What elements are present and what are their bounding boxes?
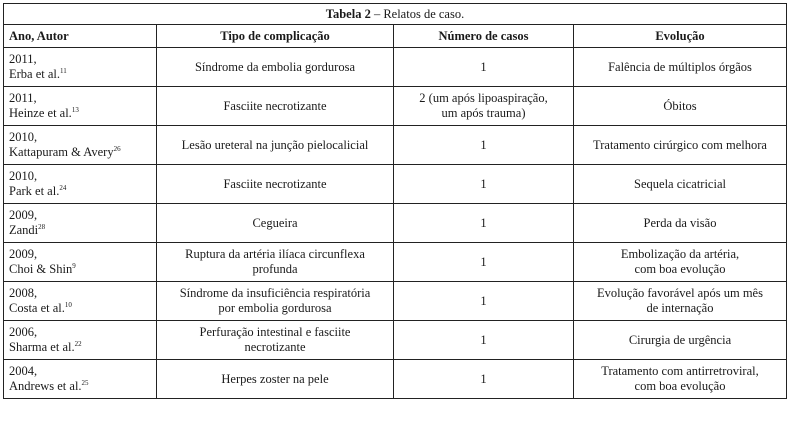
caption-title: Relatos de caso. xyxy=(383,6,465,21)
evolution-line: Sequela cicatricial xyxy=(634,176,726,191)
header-row xyxy=(4,25,787,48)
author-cell xyxy=(4,87,157,126)
cases-cell xyxy=(394,282,574,321)
reference-number: 22 xyxy=(74,339,82,348)
complication-line: Herpes zoster na pele xyxy=(221,371,329,386)
complication-line: Síndrome da insuficiência respiratória xyxy=(179,286,371,300)
cases-line: 1 xyxy=(480,332,487,347)
author-cell xyxy=(4,204,157,243)
complication-line: Cegueira xyxy=(252,215,298,230)
author-name: Sharma et al. xyxy=(9,340,75,354)
complication-line: Ruptura da artéria ilíaca circunflexa xyxy=(185,247,365,261)
cases-line: 1 xyxy=(480,137,487,152)
report-year: 2008, xyxy=(9,286,38,300)
cases-line: 1 xyxy=(480,176,487,191)
complication-line: Síndrome da embolia gordurosa xyxy=(194,59,356,74)
table-row xyxy=(4,360,787,399)
evolution-cell xyxy=(574,321,787,360)
table-row xyxy=(4,165,787,204)
cases-cell xyxy=(394,48,574,87)
author-name: Kattapuram & Avery xyxy=(9,145,114,159)
complication-cell xyxy=(157,282,394,321)
table-body xyxy=(4,48,787,399)
cases-cell xyxy=(394,165,574,204)
author-line xyxy=(9,145,151,160)
evolution-cell xyxy=(574,360,787,399)
complication-line: Fasciite necrotizante xyxy=(223,176,327,191)
caption-dash: – xyxy=(370,6,384,21)
report-year: 2011, xyxy=(9,91,37,105)
evolution-cell xyxy=(574,126,787,165)
evolution-cell xyxy=(574,165,787,204)
evolution-line: Evolução favorável após um mês xyxy=(597,286,763,300)
evolution-line: Tratamento com antirretroviral, xyxy=(601,364,759,378)
reference-number: 10 xyxy=(64,300,72,309)
author-cell xyxy=(4,48,157,87)
complication-cell xyxy=(157,87,394,126)
table-row xyxy=(4,282,787,321)
cases-cell xyxy=(394,126,574,165)
complication-line: profunda xyxy=(252,262,298,276)
author-line xyxy=(9,340,151,355)
author-line xyxy=(9,106,151,121)
evolution-cell xyxy=(574,87,787,126)
evolution-line: Tratamento cirúrgico com melhora xyxy=(593,137,767,152)
author-cell xyxy=(4,360,157,399)
author-name: Choi & Shin xyxy=(9,262,73,276)
complication-line: Perfuração intestinal e fasciite xyxy=(199,325,351,339)
reference-number: 24 xyxy=(59,183,67,192)
report-year: 2009, xyxy=(9,208,38,222)
reference-number: 28 xyxy=(38,222,46,231)
header-evolution: Evolução xyxy=(574,25,787,48)
header-cases: Número de casos xyxy=(394,25,574,48)
cases-cell xyxy=(394,87,574,126)
table-row xyxy=(4,87,787,126)
evolution-line: com boa evolução xyxy=(634,262,726,276)
evolution-line: Falência de múltiplos órgãos xyxy=(608,59,752,74)
author-name: Erba et al. xyxy=(9,67,61,81)
reference-number: 26 xyxy=(113,144,121,153)
reference-number: 9 xyxy=(72,261,76,270)
report-year: 2010, xyxy=(9,169,38,183)
report-year: 2006, xyxy=(9,325,38,339)
cases-line: 1 xyxy=(480,215,487,230)
reference-number: 11 xyxy=(60,66,67,75)
evolution-cell xyxy=(574,48,787,87)
author-line xyxy=(9,67,151,82)
complication-cell xyxy=(157,360,394,399)
author-line xyxy=(9,379,151,394)
author-line xyxy=(9,262,151,277)
complication-cell xyxy=(157,243,394,282)
author-cell xyxy=(4,165,157,204)
cases-cell xyxy=(394,360,574,399)
header-complication: Tipo de complicação xyxy=(157,25,394,48)
complication-cell xyxy=(157,165,394,204)
cases-line: um após trauma) xyxy=(441,106,526,120)
evolution-line: com boa evolução xyxy=(634,379,726,393)
author-cell xyxy=(4,321,157,360)
evolution-line: Óbitos xyxy=(663,98,697,113)
caption-label: Tabela 2 xyxy=(325,6,371,21)
author-cell xyxy=(4,243,157,282)
cases-cell xyxy=(394,321,574,360)
evolution-cell xyxy=(574,282,787,321)
complication-cell xyxy=(157,126,394,165)
table-row xyxy=(4,243,787,282)
author-line xyxy=(9,301,151,316)
author-name: Costa et al. xyxy=(9,301,65,315)
evolution-line: de internação xyxy=(646,301,714,315)
report-year: 2011, xyxy=(9,52,37,66)
reference-number: 13 xyxy=(71,105,79,114)
evolution-line: Cirurgia de urgência xyxy=(628,332,732,347)
evolution-cell xyxy=(574,204,787,243)
author-name: Zandi xyxy=(9,223,39,237)
evolution-line: Perda da visão xyxy=(643,215,717,230)
cases-line: 2 (um após lipoaspiração, xyxy=(419,91,548,105)
cases-line: 1 xyxy=(480,293,487,308)
case-report-table xyxy=(3,3,787,399)
complication-line: Lesão ureteral na junção pielocalicial xyxy=(181,137,369,152)
cases-line: 1 xyxy=(480,59,487,74)
evolution-cell xyxy=(574,243,787,282)
author-name: Heinze et al. xyxy=(9,106,72,120)
evolution-line: Embolização da artéria, xyxy=(620,247,740,261)
table-row xyxy=(4,48,787,87)
author-name: Park et al. xyxy=(9,184,60,198)
complication-cell xyxy=(157,204,394,243)
author-line xyxy=(9,223,151,238)
report-year: 2009, xyxy=(9,247,38,261)
author-name: Andrews et al. xyxy=(9,379,82,393)
cases-cell xyxy=(394,243,574,282)
author-cell xyxy=(4,126,157,165)
complication-line: necrotizante xyxy=(244,340,306,354)
author-cell xyxy=(4,282,157,321)
cases-cell xyxy=(394,204,574,243)
reference-number: 25 xyxy=(81,378,89,387)
author-line xyxy=(9,184,151,199)
table-row xyxy=(4,204,787,243)
complication-cell xyxy=(157,321,394,360)
report-year: 2010, xyxy=(9,130,38,144)
complication-cell xyxy=(157,48,394,87)
case-report-table-container xyxy=(3,3,786,399)
cases-line: 1 xyxy=(480,371,487,386)
cases-line: 1 xyxy=(480,254,487,269)
header-author: Ano, Autor xyxy=(4,25,157,48)
table-row xyxy=(4,321,787,360)
complication-line: por embolia gordurosa xyxy=(218,301,332,315)
report-year: 2004, xyxy=(9,364,38,378)
complication-line: Fasciite necrotizante xyxy=(223,98,327,113)
caption-row xyxy=(4,4,787,25)
table-row xyxy=(4,126,787,165)
table-caption xyxy=(4,4,787,25)
